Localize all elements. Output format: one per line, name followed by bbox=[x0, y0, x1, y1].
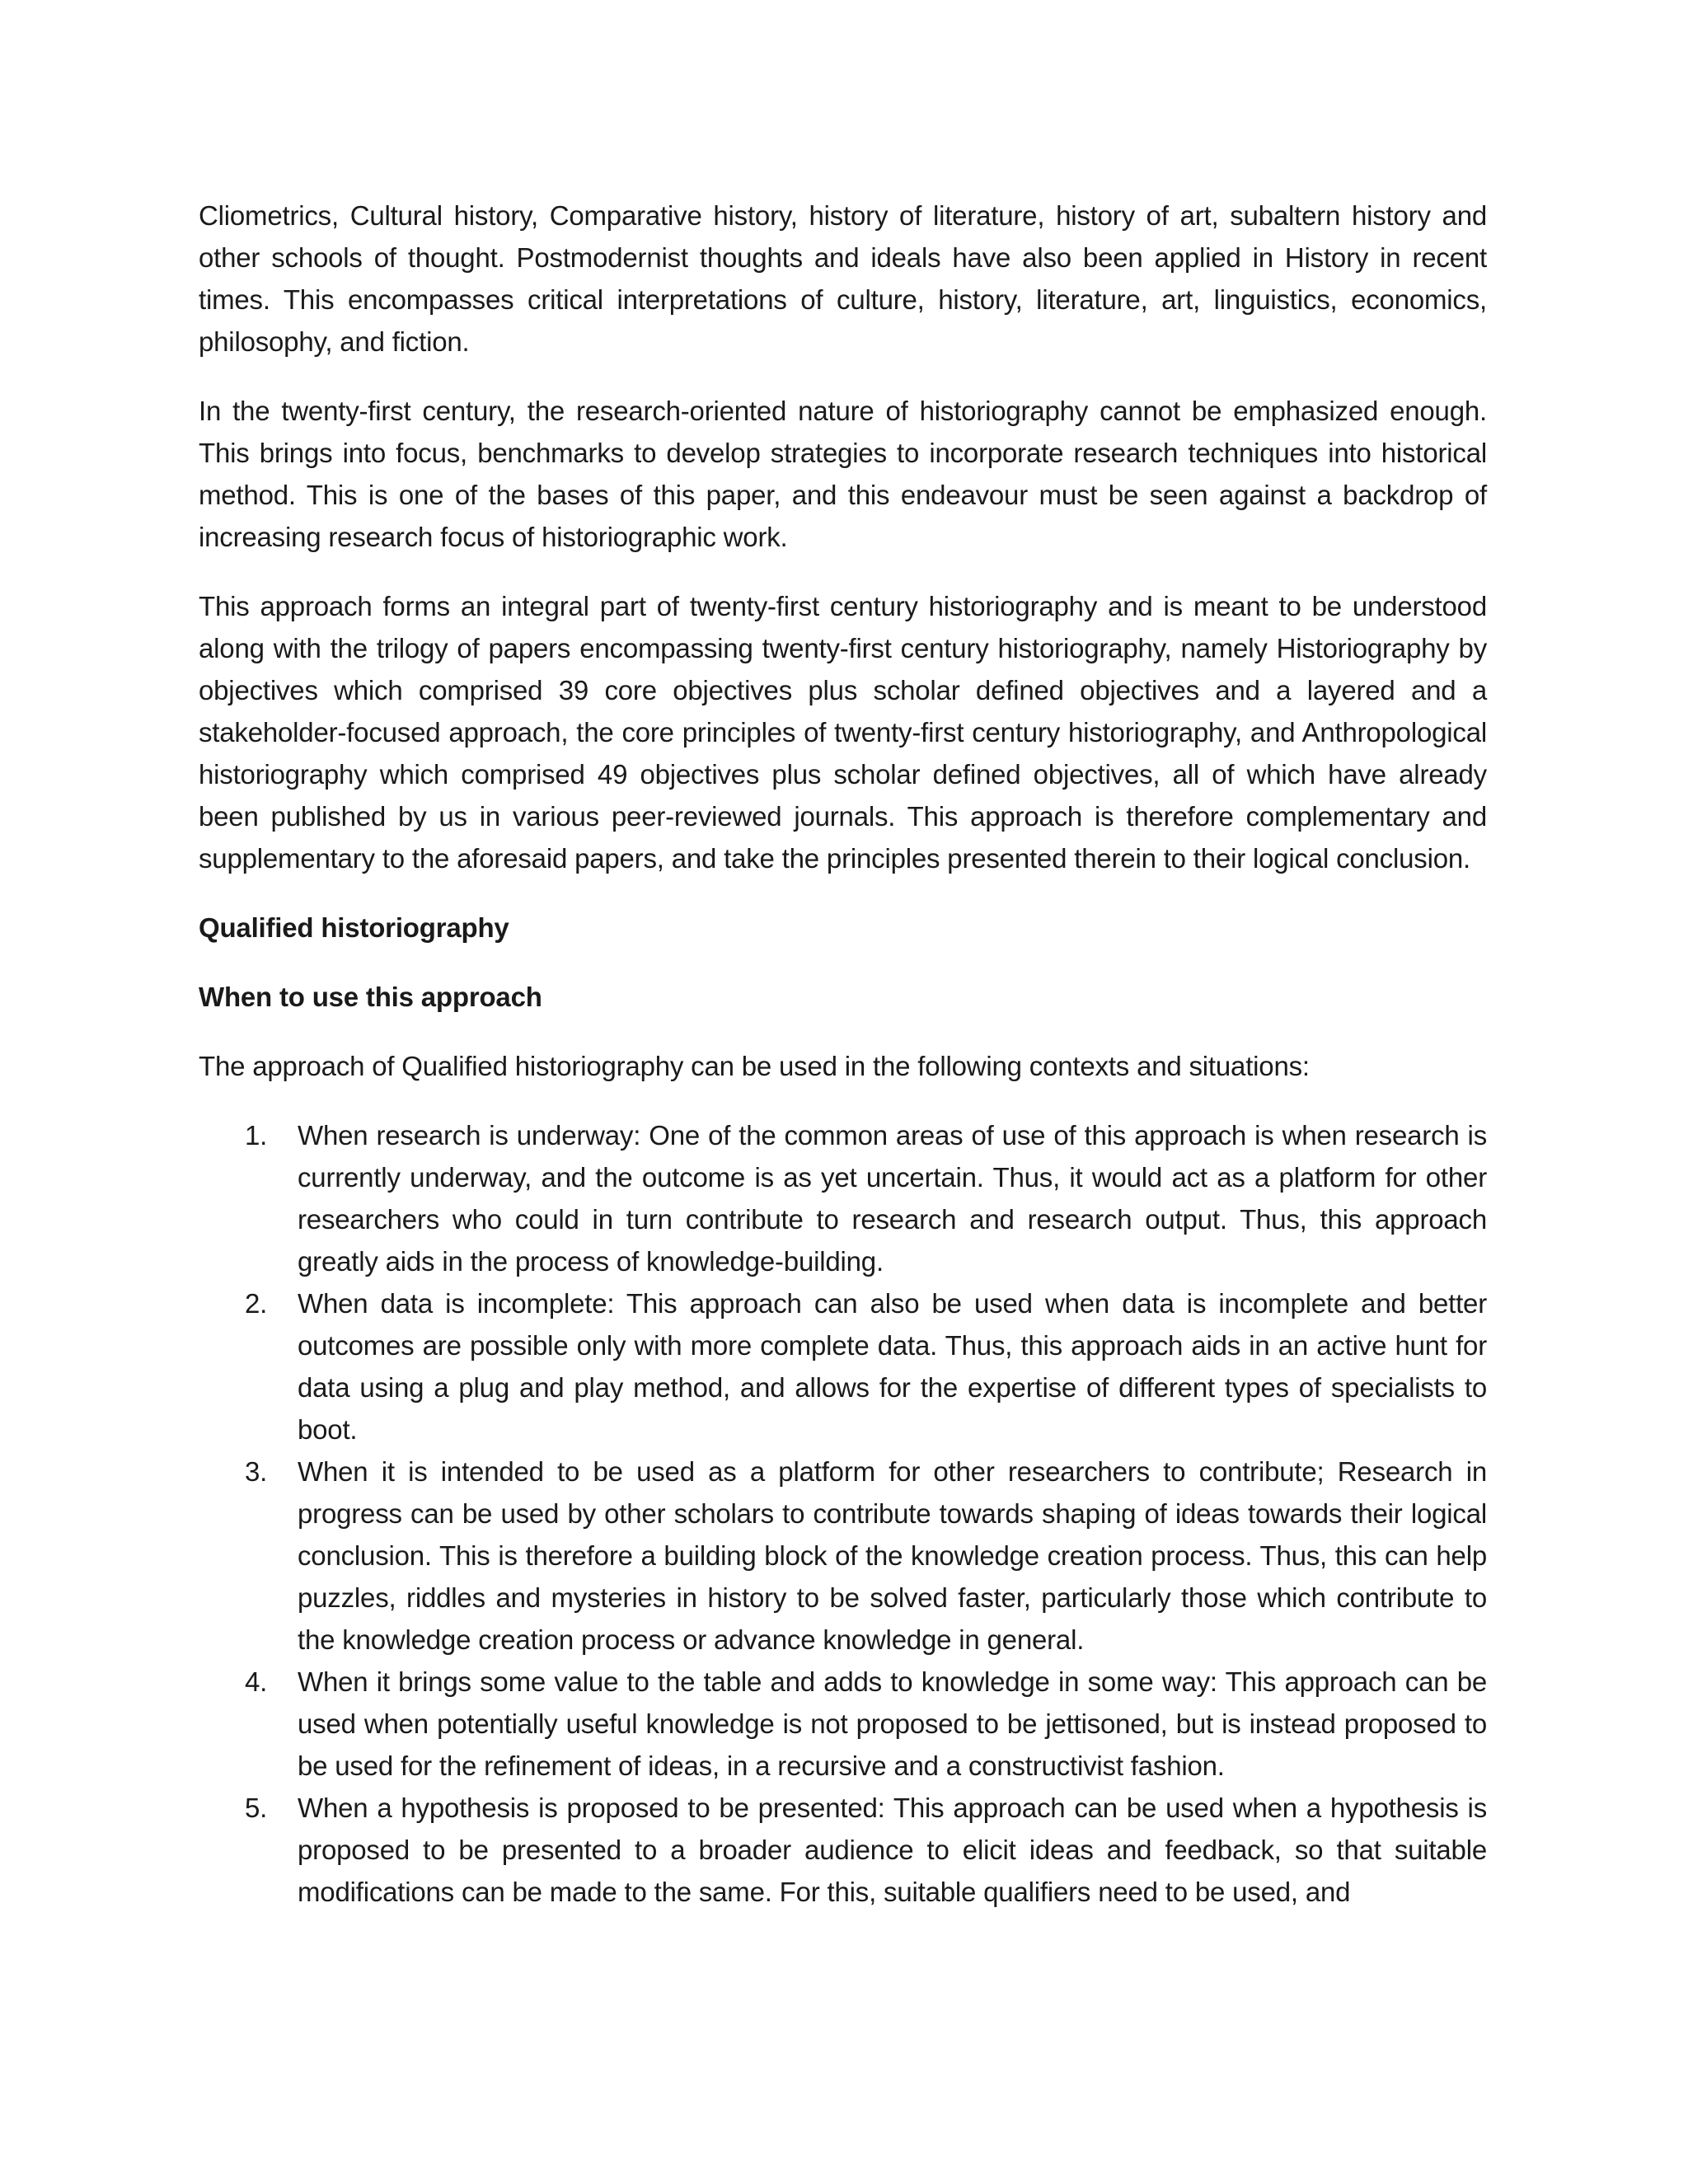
page-body bbox=[199, 194, 1487, 1913]
list-item bbox=[199, 1787, 1487, 1913]
list-item-text: When a hypothesis is proposed to be presented: This approach can be used when a hypothesis is proposed to be presented to a broader audience to elicit ideas and feedback, so that suitable modifications can be made to the same. For this, suitable qualifiers need to be used, and bbox=[298, 1793, 1487, 1907]
list-item-text: When research is underway: One of the common areas of use of this approach is when research is currently underway, and the outcome is as yet uncertain. Thus, it would act as a platform for other researchers who could in turn contribute to research and research output. Thus, this approach greatly aids in the process of knowledge-building. bbox=[298, 1120, 1487, 1277]
list-item-text: When data is incomplete: This approach can also be used when data is incomplete and better outcomes are possible only with more complete data. Thus, this approach aids in an active hunt for data using a plug and play method, and allows for the expertise of different types of specialists to boot. bbox=[298, 1288, 1487, 1445]
paragraph-trilogy-of-papers: This approach forms an integral part of twenty-first century historiography and is meant to be understood along with the trilogy of papers encompassing twenty-first century historiography, namely Historiography by objectives which comprised 39 core objectives plus scholar defined objectives and a layered and a stakeholder-focused approach, the core principles of twenty-first century historiography, and Anthropological historiography which comprised 49 objectives plus scholar defined objectives, all of which have already been published by us in various peer-reviewed journals. This approach is therefore complementary and supplementary to the aforesaid papers, and take the principles presented therein to their logical conclusion. bbox=[199, 591, 1487, 874]
list-item-number: 2. bbox=[245, 1288, 268, 1319]
list-intro: The approach of Qualified historiography can be used in the following contexts and situations: bbox=[199, 1051, 1310, 1081]
list-item-number: 3. bbox=[245, 1456, 268, 1487]
paragraph-research-oriented: In the twenty-first century, the research-oriented nature of historiography cannot be emphasized enough. This brings into focus, benchmarks to develop strategies to incorporate research techniques into historical method. This is one of the bases of this paper, and this endeavour must be seen against a backdrop of increasing research focus of historiographic work. bbox=[199, 396, 1487, 552]
list-item-number: 5. bbox=[245, 1793, 268, 1823]
list-item bbox=[199, 1114, 1487, 1282]
list-item bbox=[199, 1451, 1487, 1661]
usage-contexts-list bbox=[199, 1114, 1487, 1913]
list-item-text: When it is intended to be used as a platform for other researchers to contribute; Research in progress can be used by other scholars to contribute towards shaping of ideas towards their logical conclusion. This is therefore a building block of the knowledge creation process. Thus, this can help puzzles, riddles and mysteries in history to be solved faster, particularly those which contribute to the knowledge creation process or advance knowledge in general. bbox=[298, 1456, 1487, 1655]
section-heading: Qualified historiography bbox=[199, 912, 509, 943]
list-item-text: When it brings some value to the table and adds to knowledge in some way: This approach can be used when potentially useful knowledge is not proposed to be jettisoned, but is instead proposed to be used for the refinement of ideas, in a recursive and a constructivist fashion. bbox=[298, 1666, 1487, 1781]
list-item-number: 1. bbox=[245, 1120, 268, 1151]
subsection-heading: When to use this approach bbox=[199, 982, 542, 1012]
paragraph-schools-of-thought: Cliometrics, Cultural history, Comparative history, history of literature, history of art, subaltern history and other schools of thought. Postmodernist thoughts and ideals have also been applied in History in recent times. This encompasses critical interpretations of culture, history, literature, art, linguistics, economics, philosophy, and fiction. bbox=[199, 200, 1487, 357]
list-item-number: 4. bbox=[245, 1666, 268, 1697]
list-item bbox=[199, 1661, 1487, 1787]
list-item bbox=[199, 1282, 1487, 1451]
